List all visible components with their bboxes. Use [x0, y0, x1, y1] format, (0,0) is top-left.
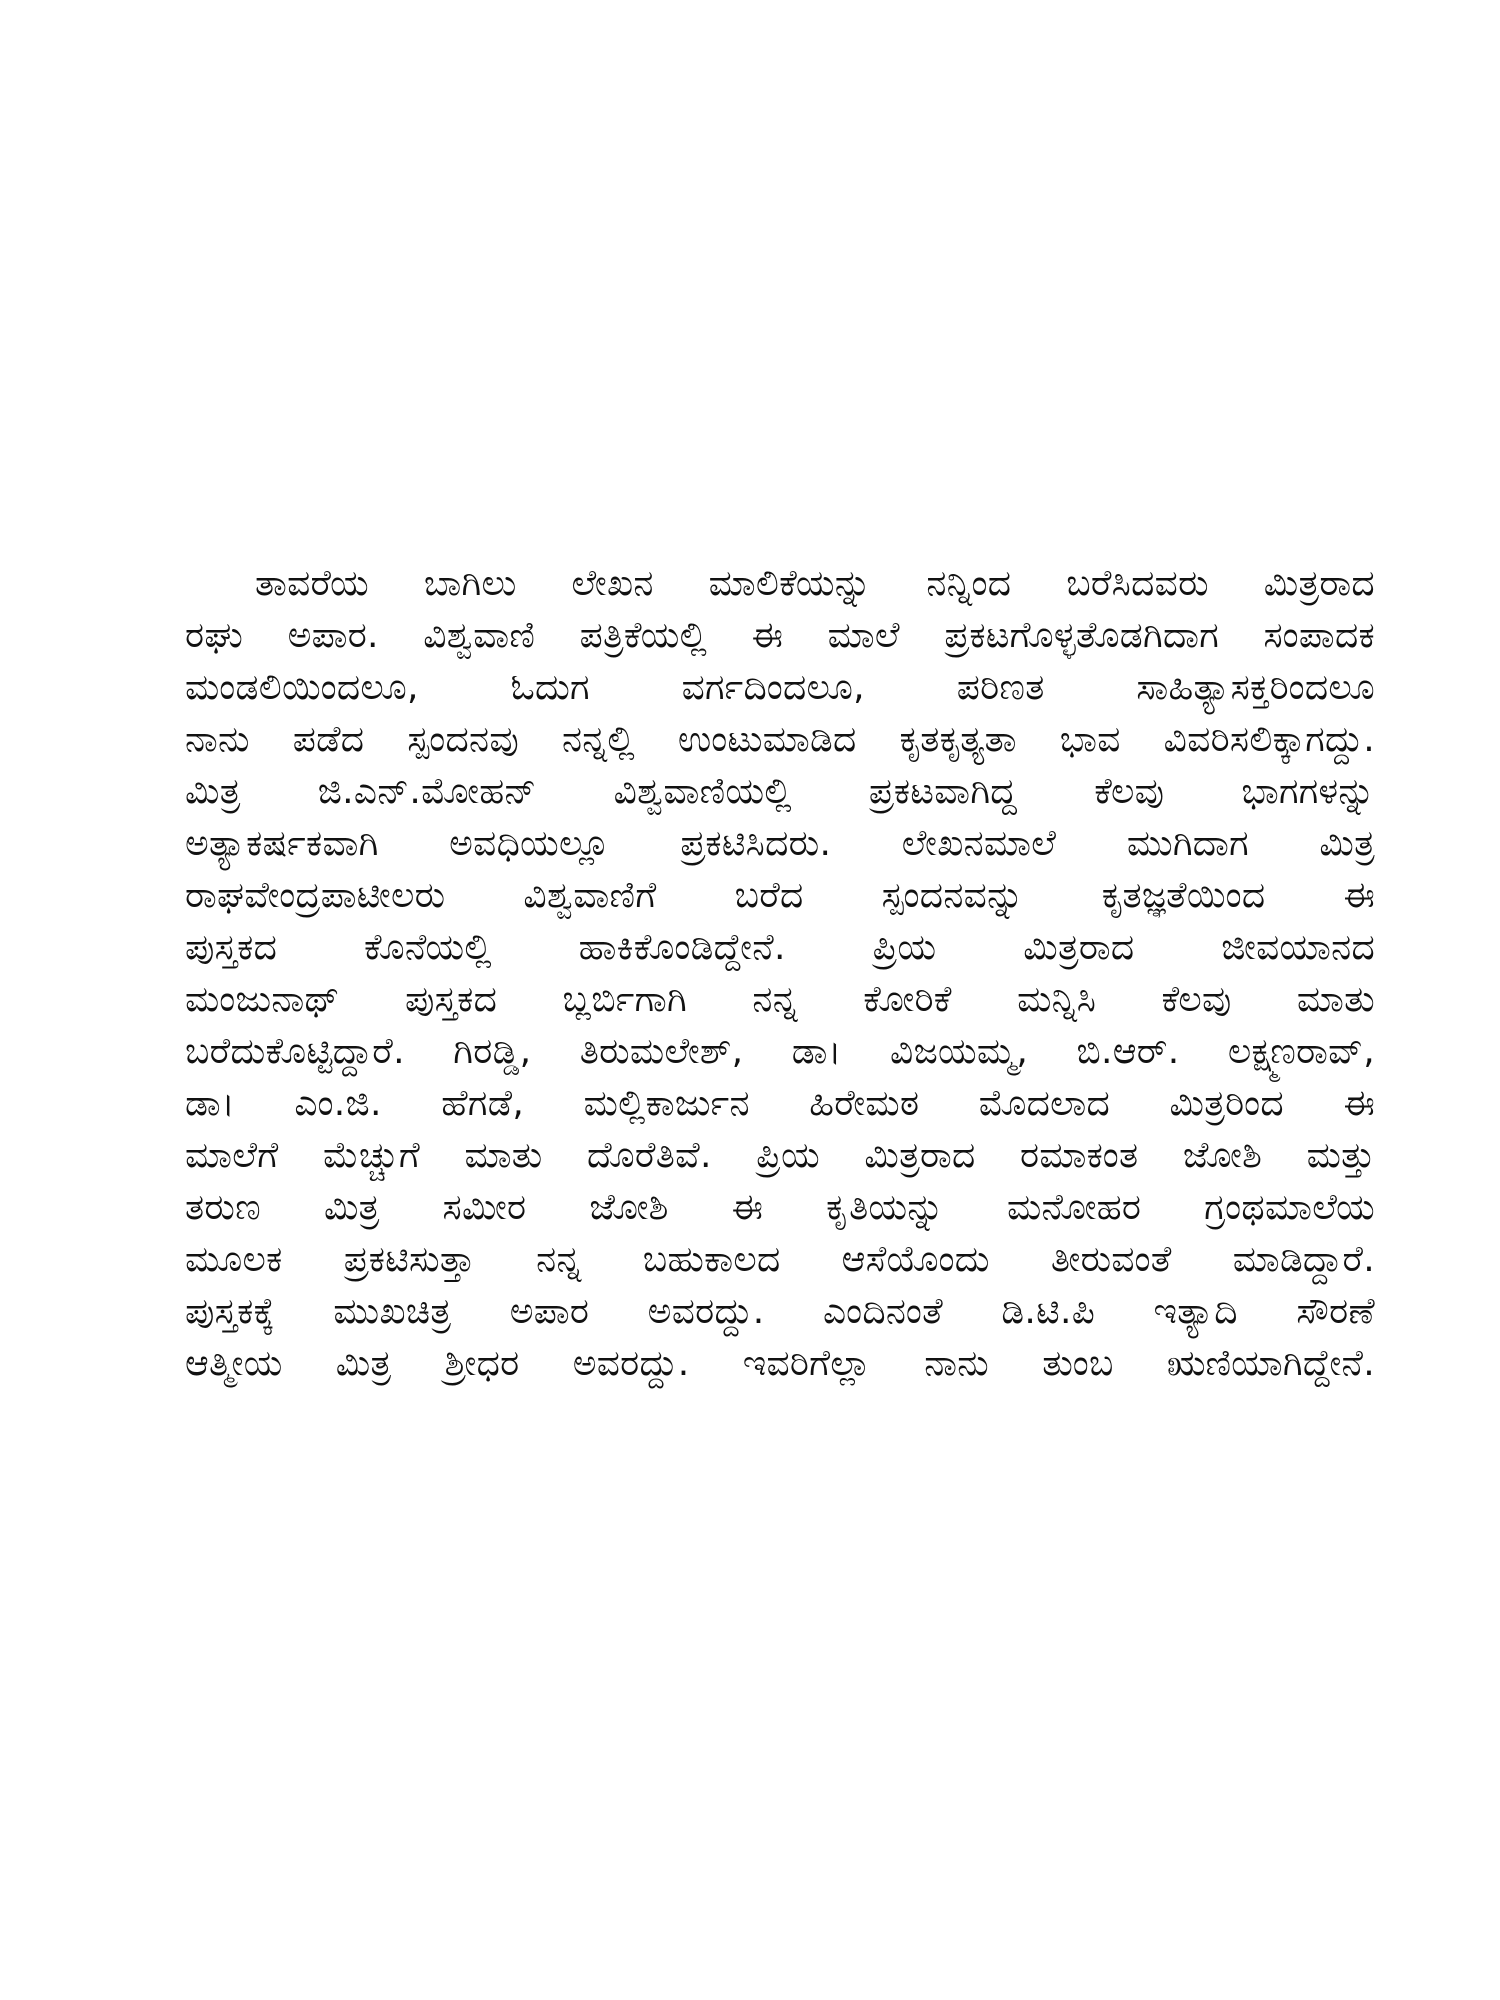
paragraph-line: ಮಂಡಲಿಯಿಂದಲೂ, ಓದುಗ ವರ್ಗದಿಂದಲೂ, ಪರಿಣತ ಸಾಹಿತ್ಯಾಸಕ್ತರಿಂದಲೂ [185, 667, 1375, 708]
paragraph-line: ನಾನು ಪಡೆದ ಸ್ಪಂದನವು ನನ್ನಲ್ಲಿ ಉಂಟುಮಾಡಿದ ಕೃತಕೃತ್ಯತಾ ಭಾವ ವಿವರಿಸಲಿಕ್ಕಾಗದ್ದು. [185, 719, 1375, 760]
paragraph-line: ತರುಣ ಮಿತ್ರ ಸಮೀರ ಜೋಶಿ ಈ ಕೃತಿಯನ್ನು ಮನೋಹರ ಗ್ರಂಥಮಾಲೆಯ [185, 1187, 1375, 1228]
paragraph-line: ಡಾ। ಎಂ.ಜಿ. ಹೆಗಡೆ, ಮಲ್ಲಿಕಾರ್ಜುನ ಹಿರೇಮಠ ಮೊದಲಾದ ಮಿತ್ರರಿಂದ ಈ [185, 1083, 1375, 1124]
paragraph-line: ಮೂಲಕ ಪ್ರಕಟಿಸುತ್ತಾ ನನ್ನ ಬಹುಕಾಲದ ಆಸೆಯೊಂದು ತೀರುವಂತೆ ಮಾಡಿದ್ದಾರೆ. [185, 1239, 1375, 1280]
paragraph-line: ಅತ್ಯಾಕರ್ಷಕವಾಗಿ ಅವಧಿಯಲ್ಲೂ ಪ್ರಕಟಿಸಿದರು. ಲೇಖನಮಾಲೆ ಮುಗಿದಾಗ ಮಿತ್ರ [185, 823, 1375, 864]
paragraph-line: ತಾವರೆಯ ಬಾಗಿಲು ಲೇಖನ ಮಾಲಿಕೆಯನ್ನು ನನ್ನಿಂದ ಬರೆಸಿದವರು ಮಿತ್ರರಾದ [255, 563, 1375, 604]
paragraph-line: ರಘು ಅಪಾರ. ವಿಶ್ವವಾಣಿ ಪತ್ರಿಕೆಯಲ್ಲಿ ಈ ಮಾಲೆ ಪ್ರಕಟಗೊಳ್ಳತೊಡಗಿದಾಗ ಸಂಪಾದಕ [185, 615, 1375, 656]
paragraph-line: ಆತ್ಮೀಯ ಮಿತ್ರ ಶ್ರೀಧರ ಅವರದ್ದು. ಇವರಿಗೆಲ್ಲಾ ನಾನು ತುಂಬ ಋಣಿಯಾಗಿದ್ದೇನೆ. [185, 1343, 1375, 1384]
paragraph-line: ಪುಸ್ತಕದ ಕೊನೆಯಲ್ಲಿ ಹಾಕಿಕೊಂಡಿದ್ದೇನೆ. ಪ್ರಿಯ ಮಿತ್ರರಾದ ಜೀವಯಾನದ [185, 927, 1375, 968]
body-paragraph [185, 558, 1375, 1390]
paragraph-line: ರಾಘವೇಂದ್ರಪಾಟೀಲರು ವಿಶ್ವವಾಣಿಗೆ ಬರೆದ ಸ್ಪಂದನವನ್ನು ಕೃತಜ್ಞತೆಯಿಂದ ಈ [185, 875, 1375, 916]
paragraph-line: ಮಿತ್ರ ಜಿ.ಎನ್.ಮೋಹನ್ ವಿಶ್ವವಾಣಿಯಲ್ಲಿ ಪ್ರಕಟವಾಗಿದ್ದ ಕೆಲವು ಭಾಗಗಳನ್ನು [185, 771, 1375, 812]
paragraph-line: ಪುಸ್ತಕಕ್ಕೆ ಮುಖಚಿತ್ರ ಅಪಾರ ಅವರದ್ದು. ಎಂದಿನಂತೆ ಡಿ.ಟಿ.ಪಿ ಇತ್ಯಾದಿ ಸೌರಣೆ [185, 1291, 1375, 1332]
paragraph-line: ಮಾಲೆಗೆ ಮೆಚ್ಚುಗೆ ಮಾತು ದೊರೆತಿವೆ. ಪ್ರಿಯ ಮಿತ್ರರಾದ ರಮಾಕಂತ ಜೋಶಿ ಮತ್ತು [185, 1135, 1375, 1176]
paragraph-line: ಮಂಜುನಾಥ್ ಪುಸ್ತಕದ ಬ್ಲರ್ಬಿಗಾಗಿ ನನ್ನ ಕೋರಿಕೆ ಮನ್ನಿಸಿ ಕೆಲವು ಮಾತು [185, 979, 1375, 1020]
paragraph-line: ಬರೆದುಕೊಟ್ಟಿದ್ದಾರೆ. ಗಿರಡ್ಡಿ, ತಿರುಮಲೇಶ್, ಡಾ। ವಿಜಯಮ್ಮ, ಬಿ.ಆರ್. ಲಕ್ಷ್ಮಣರಾವ್, [185, 1031, 1375, 1072]
